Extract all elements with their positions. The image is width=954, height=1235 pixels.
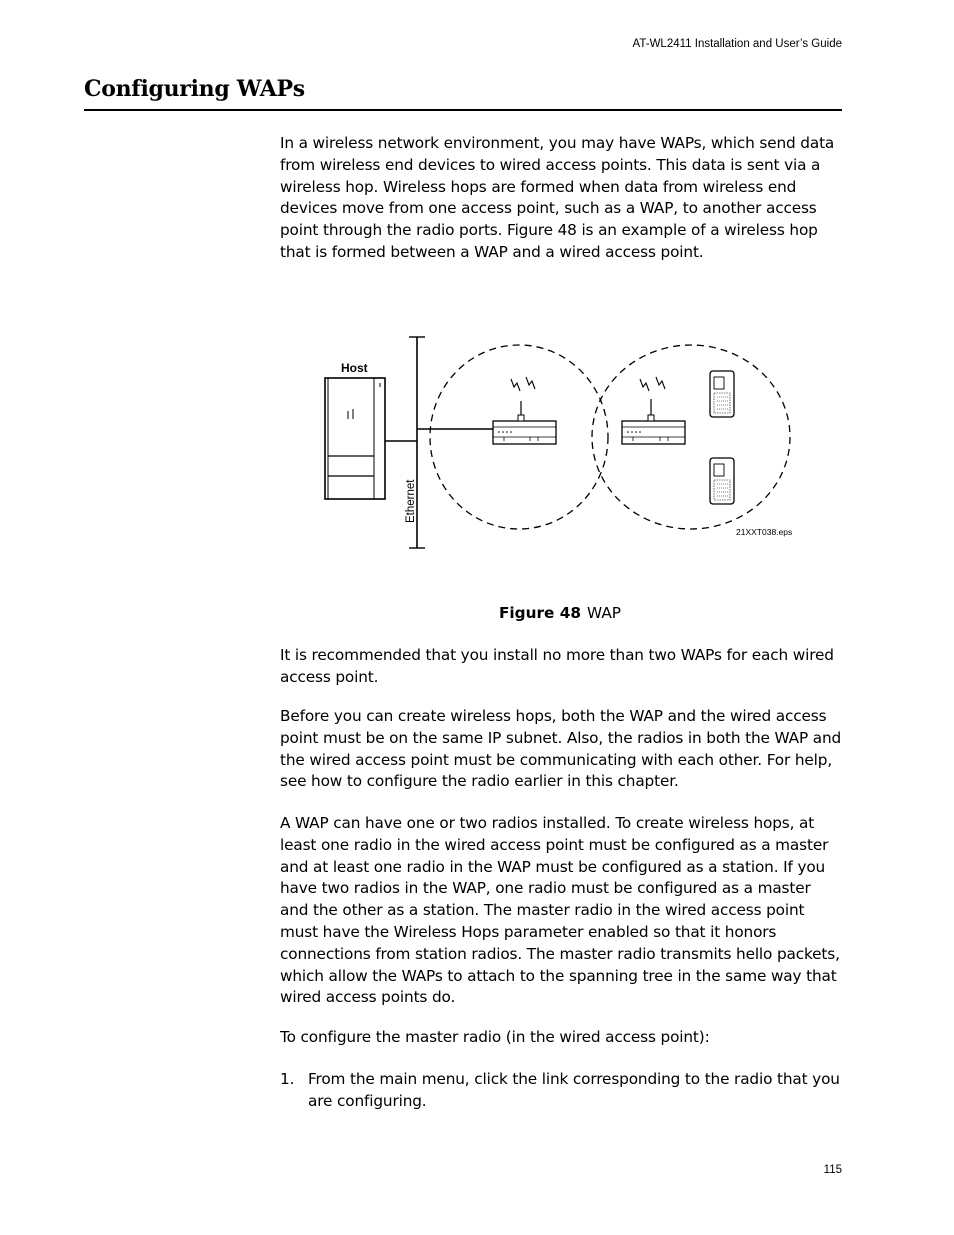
title-rule <box>84 109 842 111</box>
paragraph-block <box>280 706 842 793</box>
ethernet-label: Ethernet <box>405 479 417 523</box>
host-label: Host <box>341 361 368 375</box>
paragraph-block <box>280 645 842 689</box>
step-text: From the main menu, click the link corresponding to the radio that you are configuring. <box>308 1070 840 1110</box>
figure-caption-label: Figure 48 <box>498 604 582 622</box>
page-number: 115 <box>823 1164 842 1176</box>
procedure-intro: To configure the master radio (in the wired access point): <box>280 1028 710 1046</box>
step-number: 1. <box>280 1070 295 1088</box>
procedure-step <box>280 1069 842 1113</box>
host-computer-icon <box>325 378 385 499</box>
wap-figure <box>318 333 808 555</box>
intro-paragraph: In a wireless network environment, you may have WAPs, which send data from wireless end devices to wired access points. This data is sent via a wireless hop. Wireless hops are formed when data from wireless end devices move from one access point, such as a WAP, to another access point through the radio ports. Figure 48 is an example of a wireless hop that is formed between a WAP and a wired access point. <box>280 134 835 261</box>
paragraph-block <box>280 1027 842 1049</box>
body-paragraph: A WAP can have one or two radios installed. To create wireless hops, at least one radio in the wired access point must be configured as a master and at least one radio in the WAP must be configured as a station. If you have two radios in the WAP, one radio must be configured as a master and the other as a station. The master radio in the wired access point must have the Wireless Hops parameter enabled so that it honors connections from station radios. The master radio transmits hello packets, which allow the WAPs to attach to the spanning tree in the same way that wired access points do. <box>280 814 840 1007</box>
paragraph-block <box>280 813 842 1009</box>
figure-caption-text: WAP <box>587 604 622 622</box>
running-head: AT-WL2411 Installation and User’s Guide <box>632 38 842 50</box>
figure-file-id: 21XXT038.eps <box>736 527 793 537</box>
section-title: Configuring WAPs <box>84 76 305 102</box>
body-paragraph: It is recommended that you install no more than two WAPs for each wired access point. <box>280 646 834 686</box>
wired-access-point-icon <box>493 377 556 444</box>
intro-paragraph-block <box>280 133 842 264</box>
handheld-device-icon <box>710 371 734 417</box>
handheld-device-icon <box>710 458 734 504</box>
wap-icon <box>622 377 685 444</box>
figure-caption <box>0 604 954 622</box>
body-paragraph: Before you can create wireless hops, both the WAP and the wired access point must be on the same IP subnet. Also, the radios in both the WAP and the wired access point must be communicating with each other. For help, see how to configure the radio earlier in this chapter. <box>280 707 842 791</box>
